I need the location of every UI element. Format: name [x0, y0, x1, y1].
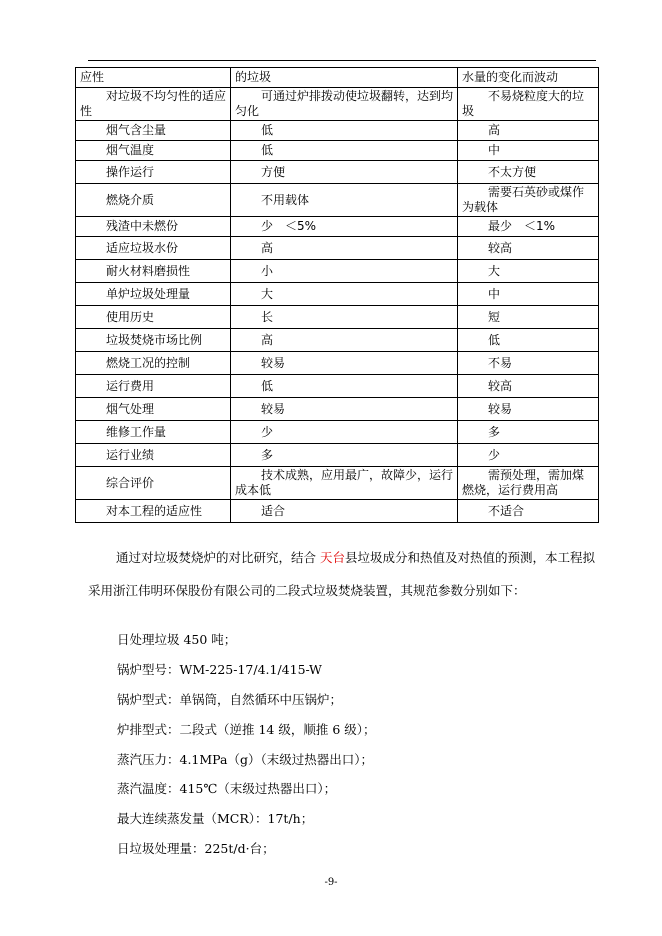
cell-text: 长 — [261, 309, 274, 324]
cell-text: 需预处理，需加煤燃烧，运行费用高 — [462, 468, 585, 497]
cell-text: 小 — [261, 263, 274, 278]
cell-text: 较易 — [488, 401, 513, 416]
cell-text: 燃烧工况的控制 — [106, 355, 191, 370]
cell-text: 综合评价 — [106, 475, 155, 490]
table-cell — [76, 184, 231, 217]
highlighted-location: 天台 — [320, 550, 346, 565]
table-cell — [458, 121, 599, 141]
table-cell — [458, 421, 599, 444]
table-cell — [231, 421, 458, 444]
table-cell — [458, 306, 599, 329]
cell-text: 的垃圾 — [235, 70, 272, 84]
table-cell — [76, 141, 231, 161]
table-cell — [231, 375, 458, 398]
table-cell — [76, 237, 231, 260]
cell-text: 少 — [261, 424, 274, 439]
table-cell — [458, 184, 599, 217]
table-cell — [76, 500, 231, 523]
table-cell — [231, 121, 458, 141]
table-cell — [231, 260, 458, 283]
cell-text: 大 — [488, 263, 501, 278]
table-cell — [231, 237, 458, 260]
cell-text: 可通过炉排拨动使垃圾翻转，达到均匀化 — [235, 89, 454, 118]
table-cell — [458, 444, 599, 467]
table-cell — [458, 467, 599, 500]
table-cell — [76, 421, 231, 444]
table-cell — [458, 375, 599, 398]
cell-text: 适应垃圾水份 — [106, 240, 179, 255]
cell-text: 不易烧粒度大的垃圾 — [462, 89, 585, 118]
table-row — [76, 68, 599, 88]
cell-text: 方便 — [261, 164, 286, 179]
spec-line: 日处理垃圾 450 吨； — [117, 632, 237, 647]
table-cell — [231, 141, 458, 161]
table-cell — [458, 283, 599, 306]
table-row — [76, 283, 599, 306]
table-cell — [76, 161, 231, 184]
cell-text: 烟气处理 — [106, 401, 155, 416]
table-cell — [231, 352, 458, 375]
table-row — [76, 329, 599, 352]
table-cell — [458, 217, 599, 237]
cell-text: 运行业绩 — [106, 447, 155, 462]
table-cell — [76, 260, 231, 283]
table-cell — [231, 329, 458, 352]
table-row — [76, 500, 599, 523]
table-row — [76, 467, 599, 500]
cell-text: 耐火材料磨损性 — [106, 263, 191, 278]
cell-text: 烟气温度 — [106, 143, 155, 157]
cell-text: 维修工作量 — [106, 424, 167, 439]
cell-text: 高 — [488, 123, 501, 137]
spec-line: 蒸汽压力：4.1MPa（g）（末级过热器出口）； — [117, 752, 373, 767]
table-row — [76, 375, 599, 398]
header-rule — [88, 60, 596, 61]
spec-line: 锅炉型号：WM-225-17/4.1/415-W — [117, 662, 322, 677]
cell-text: 烟气含尘量 — [106, 123, 167, 137]
table-cell — [76, 217, 231, 237]
table-cell — [458, 260, 599, 283]
cell-text: 较高 — [488, 378, 513, 393]
table-cell — [458, 352, 599, 375]
table-cell — [76, 375, 231, 398]
cell-text: 较易 — [261, 355, 286, 370]
table-cell — [231, 217, 458, 237]
cell-text: 操作运行 — [106, 164, 155, 179]
spec-line: 最大连续蒸发量（MCR）：17t/h； — [117, 811, 314, 826]
spec-line: 蒸汽温度：415℃（末级过热器出口）； — [117, 781, 337, 796]
table-row — [76, 352, 599, 375]
table-cell — [458, 500, 599, 523]
cell-text: 最少 ＜1% — [488, 219, 556, 233]
table-cell — [76, 467, 231, 500]
table-cell — [76, 121, 231, 141]
cell-text: 中 — [488, 286, 501, 301]
cell-text: 残渣中未燃份 — [106, 219, 179, 233]
table-cell — [231, 88, 458, 121]
cell-text: 较易 — [261, 401, 286, 416]
table-cell — [231, 306, 458, 329]
cell-text: 技术成熟，应用最广，故障少，运行成本低 — [235, 468, 454, 497]
table-cell — [231, 444, 458, 467]
cell-text: 对本工程的适应性 — [106, 503, 203, 518]
table-cell — [76, 352, 231, 375]
table-cell — [231, 283, 458, 306]
table-row — [76, 121, 599, 141]
table-cell — [231, 398, 458, 421]
table-row — [76, 237, 599, 260]
table-cell — [76, 68, 231, 88]
cell-text: 应性 — [80, 70, 105, 84]
table-cell — [231, 500, 458, 523]
cell-text: 低 — [261, 143, 274, 157]
table-cell — [76, 329, 231, 352]
cell-text: 不太方便 — [488, 164, 537, 179]
table-cell — [76, 306, 231, 329]
cell-text: 需要石英砂或煤作为载体 — [462, 185, 585, 214]
table-cell — [76, 88, 231, 121]
cell-text: 适合 — [261, 503, 286, 518]
cell-text: 高 — [261, 332, 274, 347]
cell-text: 垃圾焚烧市场比例 — [106, 332, 203, 347]
cell-text: 低 — [261, 378, 274, 393]
table-cell — [458, 88, 599, 121]
table-cell — [231, 184, 458, 217]
table-cell — [76, 398, 231, 421]
cell-text: 高 — [261, 240, 274, 255]
table-cell — [458, 237, 599, 260]
cell-text: 水量的变化而波动 — [462, 70, 559, 84]
spec-line: 炉排型式：二段式（逆推 14 级，顺推 6 级）； — [117, 722, 376, 737]
cell-text: 低 — [261, 123, 274, 137]
cell-text: 短 — [488, 309, 501, 324]
table-row — [76, 306, 599, 329]
table-row — [76, 161, 599, 184]
table-cell — [231, 467, 458, 500]
cell-text: 中 — [488, 143, 501, 157]
table-cell — [231, 68, 458, 88]
cell-text: 运行费用 — [106, 378, 155, 393]
comparison-table — [75, 67, 599, 523]
page-number: -9- — [324, 877, 338, 888]
cell-text: 少 ＜5% — [261, 219, 317, 233]
cell-text: 大 — [261, 286, 274, 301]
table-cell — [458, 329, 599, 352]
table-cell — [76, 283, 231, 306]
cell-text: 对垃圾不均匀性的适应性 — [80, 89, 227, 118]
spec-line: 锅炉型式：单锅筒，自然循环中压锅炉； — [117, 692, 343, 707]
cell-text: 少 — [488, 447, 501, 462]
table-cell — [458, 141, 599, 161]
cell-text: 不用载体 — [261, 192, 310, 207]
table-row — [76, 141, 599, 161]
table-row — [76, 88, 599, 121]
intro-paragraph: 通过对垃圾焚烧炉的对比研究，结合 天台县垃圾成分和热值及对热值的预测，本工程拟采用浙江伟明环保股份有限公司的二段式垃圾焚烧装置，其规范参数分别如下： — [88, 550, 596, 598]
cell-text: 燃烧介质 — [106, 192, 155, 207]
cell-text: 较高 — [488, 240, 513, 255]
cell-text: 多 — [488, 424, 501, 439]
cell-text: 单炉垃圾处理量 — [106, 286, 191, 301]
table-cell — [458, 161, 599, 184]
spec-line: 日垃圾处理量：225t/d·台； — [117, 841, 275, 856]
table-cell — [458, 68, 599, 88]
table-row — [76, 217, 599, 237]
table-row — [76, 421, 599, 444]
table-row — [76, 398, 599, 421]
cell-text: 多 — [261, 447, 274, 462]
cell-text: 低 — [488, 332, 501, 347]
cell-text: 不适合 — [488, 503, 525, 518]
table-cell — [231, 161, 458, 184]
table-cell — [76, 444, 231, 467]
table-row — [76, 184, 599, 217]
table-cell — [458, 398, 599, 421]
table-row — [76, 260, 599, 283]
table-row — [76, 444, 599, 467]
cell-text: 不易 — [488, 355, 513, 370]
cell-text: 使用历史 — [106, 309, 155, 324]
